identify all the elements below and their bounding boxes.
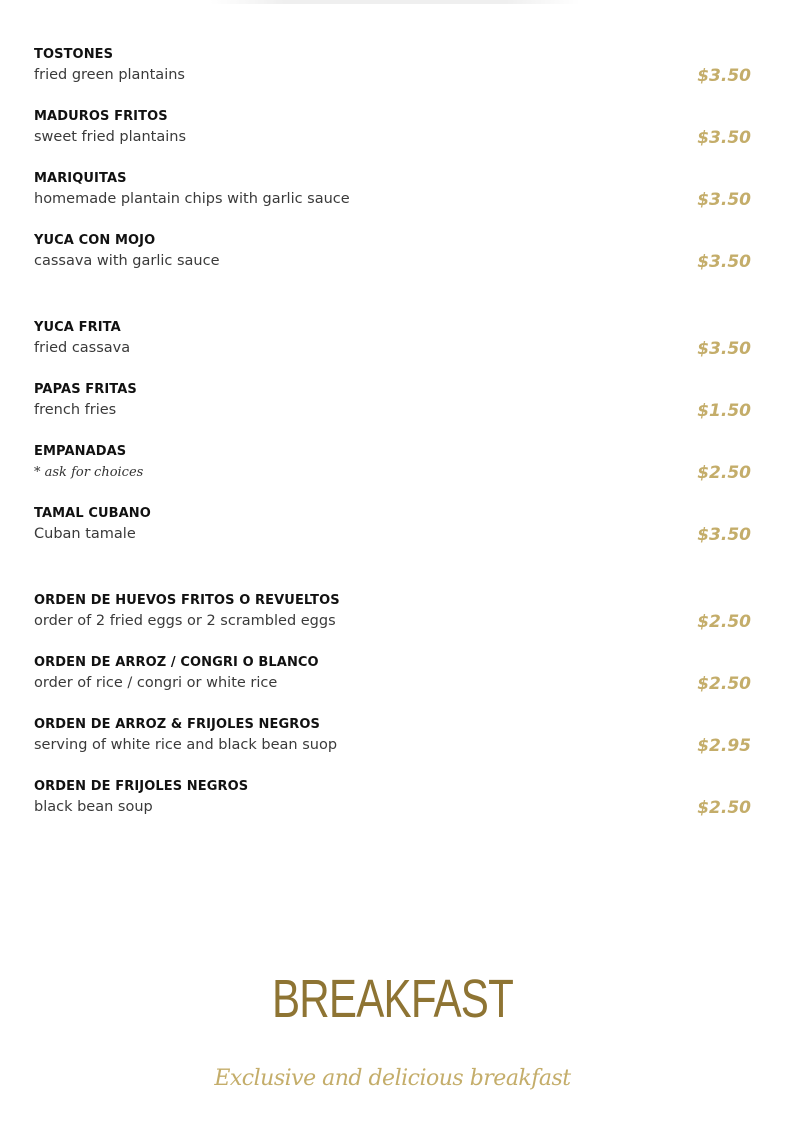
- section-subtitle: Exclusive and delicious breakfast: [214, 1066, 571, 1091]
- item-price: $3.50: [697, 66, 751, 86]
- item-description: order of rice / congri or white rice: [34, 675, 278, 691]
- item-price: $2.50: [697, 612, 751, 632]
- menu-item-tamal-cubano: [34, 506, 751, 550]
- menu-item-empanadas: [34, 444, 751, 488]
- item-description: serving of white rice and black bean suop: [34, 737, 338, 753]
- item-price: $3.50: [697, 339, 751, 359]
- item-description: order of 2 fried eggs or 2 scrambled eggs: [34, 613, 336, 629]
- menu-item-orden-de-arroz: [34, 655, 751, 699]
- menu-item-tostones: [34, 47, 751, 91]
- item-name: EMPANADAS: [34, 444, 127, 459]
- top-divider: [210, 0, 580, 4]
- item-name: MARIQUITAS: [34, 171, 127, 186]
- item-price: $3.50: [697, 525, 751, 545]
- item-description: Cuban tamale: [34, 526, 136, 542]
- item-price: $3.50: [697, 128, 751, 148]
- item-description: french fries: [34, 402, 117, 418]
- item-name: ORDEN DE ARROZ & FRIJOLES NEGROS: [34, 717, 321, 732]
- item-name: ORDEN DE HUEVOS FRITOS O REVUELTOS: [34, 593, 340, 608]
- menu-item-mariquitas: [34, 171, 751, 215]
- item-description: fried green plantains: [34, 67, 185, 83]
- item-note: * ask for choices: [34, 465, 144, 480]
- item-name: MADUROS FRITOS: [34, 109, 168, 124]
- item-price: $3.50: [697, 252, 751, 272]
- menu-item-yuca-con-mojo: [34, 233, 751, 277]
- item-name: YUCA FRITA: [34, 320, 121, 335]
- item-name: ORDEN DE ARROZ / CONGRI O BLANCO: [34, 655, 319, 670]
- item-price: $2.95: [697, 736, 751, 756]
- item-price: $2.50: [697, 463, 751, 483]
- section-title: BREAKFAST: [271, 969, 514, 1029]
- item-description: homemade plantain chips with garlic sauce: [34, 191, 350, 207]
- menu-item-orden-de-arroz-frijoles: [34, 717, 751, 761]
- item-name: TOSTONES: [34, 47, 114, 62]
- menu-item-yuca-frita: [34, 320, 751, 364]
- item-name: YUCA CON MOJO: [34, 233, 156, 248]
- menu-item-papas-fritas: [34, 382, 751, 426]
- item-price: $3.50: [697, 190, 751, 210]
- menu-item-maduros-fritos: [34, 109, 751, 153]
- item-name: ORDEN DE FRIJOLES NEGROS: [34, 779, 249, 794]
- item-price: $2.50: [697, 798, 751, 818]
- menu-item-orden-de-frijoles: [34, 779, 751, 823]
- item-description: sweet fried plantains: [34, 129, 187, 145]
- item-name: PAPAS FRITAS: [34, 382, 137, 397]
- menu-item-orden-de-huevos: [34, 593, 751, 637]
- item-description: black bean soup: [34, 799, 153, 815]
- item-price: $1.50: [697, 401, 751, 421]
- item-price: $2.50: [697, 674, 751, 694]
- item-description: fried cassava: [34, 340, 131, 356]
- item-name: TAMAL CUBANO: [34, 506, 151, 521]
- item-description: cassava with garlic sauce: [34, 253, 220, 269]
